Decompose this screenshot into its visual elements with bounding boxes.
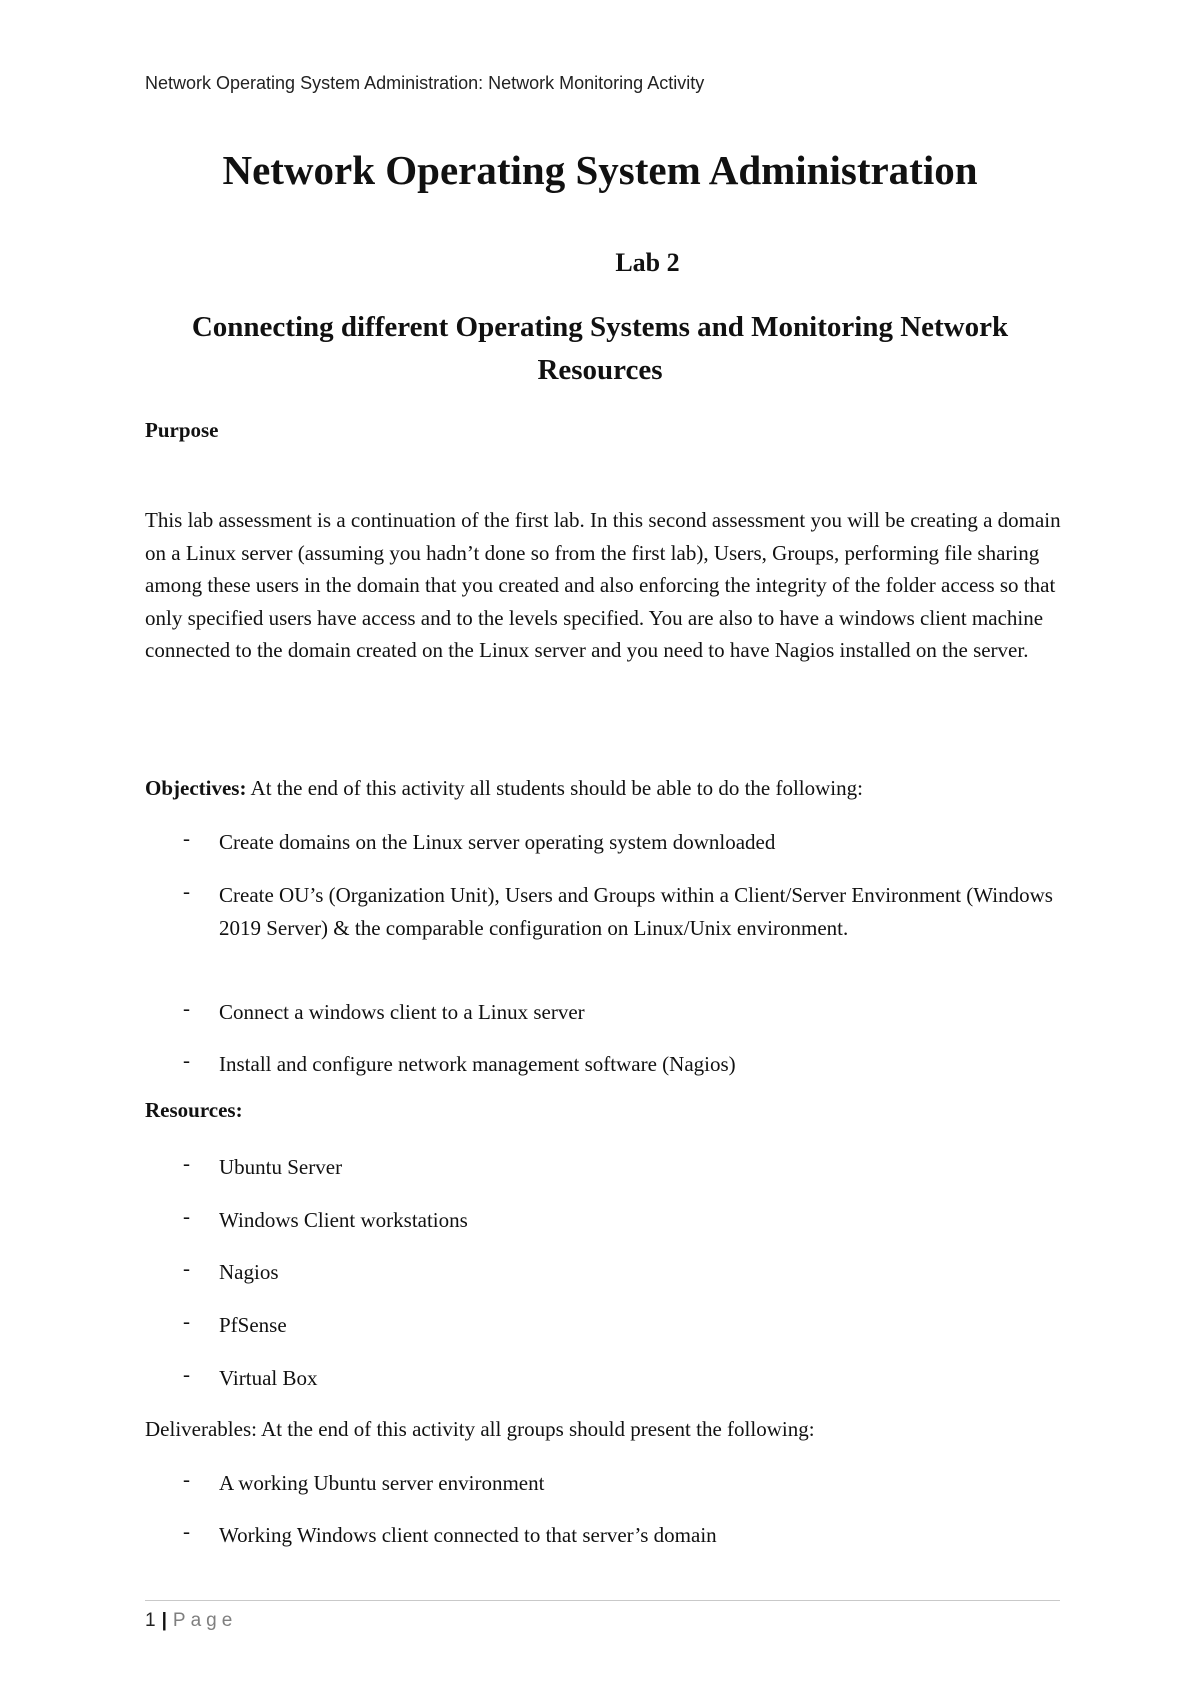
- objective-text: Connect a windows client to a Linux server: [219, 1000, 585, 1024]
- bullet-dash: -: [183, 879, 190, 903]
- purpose-text: This lab assessment is a continuation of the first lab. In this second assessment you will be creating a domain on a Linux server (assuming you hadn’t done so from the first lab), Users, Groups, performing file sharing among these users in the domain that you created and also enforcing the integrity of the folder access so that only specified users have access and to the levels specified. You are also to have a windows client machine connected to the domain created on the Linux server and you need to have Nagios installed on the server.: [145, 508, 1061, 662]
- objective-text: Create OU’s (Organization Unit), Users and Groups within a Client/Server Environment (Windows 2019 Server) & the comparable configuration on Linux/Unix environment.: [219, 883, 1053, 940]
- purpose-heading: Purpose: [145, 418, 219, 442]
- page-footer: [145, 1610, 237, 1632]
- objective-text: Create domains on the Linux server operating system downloaded: [219, 830, 776, 854]
- bullet-dash: -: [183, 1519, 190, 1543]
- objectives-label: Objectives:: [145, 776, 247, 800]
- bullet-dash: -: [183, 1256, 190, 1280]
- bullet-dash: -: [183, 996, 190, 1020]
- bullet-dash: -: [183, 1467, 190, 1491]
- resource-text: Nagios: [219, 1260, 279, 1284]
- resource-text: Ubuntu Server: [219, 1155, 343, 1179]
- footer-separator: |: [161, 1610, 167, 1631]
- deliverable-text: Working Windows client connected to that server’s domain: [219, 1523, 717, 1547]
- document-subtitle: Connecting different Operating Systems and Monitoring Network Resources: [191, 311, 1009, 386]
- footer-divider: [145, 1600, 1060, 1601]
- bullet-dash: -: [183, 1362, 190, 1386]
- page-number: 1: [145, 1610, 156, 1631]
- page-label: Page: [172, 1610, 238, 1631]
- bullet-dash: -: [183, 1204, 190, 1228]
- bullet-dash: -: [183, 826, 190, 850]
- objectives-paragraph: [145, 772, 1065, 805]
- deliverables-intro: Deliverables: At the end of this activity all groups should present the following:: [145, 1417, 815, 1441]
- resource-text: Virtual Box: [219, 1366, 318, 1390]
- resources-heading: Resources:: [145, 1098, 243, 1122]
- bullet-dash: -: [183, 1151, 190, 1175]
- resource-text: Windows Client workstations: [219, 1208, 468, 1232]
- objectives-intro: At the end of this activity all students should be able to do the following:: [246, 776, 863, 800]
- document-title: Network Operating System Administration: [222, 147, 978, 193]
- bullet-dash: -: [183, 1048, 190, 1072]
- bullet-dash: -: [183, 1309, 190, 1333]
- deliverable-text: A working Ubuntu server environment: [219, 1471, 545, 1495]
- running-header: Network Operating System Administration: Network Monitoring Activity: [145, 73, 705, 93]
- objective-text: Install and configure network management software (Nagios): [219, 1052, 736, 1076]
- resource-text: PfSense: [219, 1313, 287, 1337]
- lab-number: Lab 2: [615, 248, 680, 277]
